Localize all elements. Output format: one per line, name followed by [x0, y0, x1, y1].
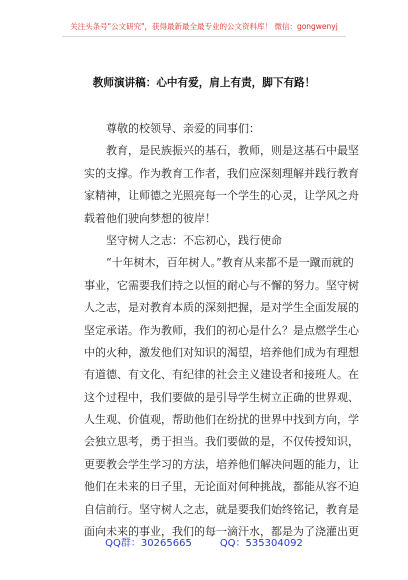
paragraph-line: 家精神，让师德之光照亮每一个学生的心灵，让学风之舟: [84, 189, 359, 203]
paragraph-line: 自信前行。坚守树人之志，就是要我们始终铭记，教育是: [84, 502, 359, 516]
footer-qq-number: QQ：535304092: [219, 538, 303, 549]
footer-qq-group: QQ群：30265665: [105, 538, 192, 549]
paragraph-line: 人生观、价值观，帮助他们在纷扰的世界中找到方向，学: [84, 413, 359, 427]
document-body: [84, 118, 359, 543]
paragraph-line: 坚定承诺。作为教师，我们的初心是什么？是点燃学生心: [84, 323, 359, 337]
paragraph-line: 面向未来的事业，我们的每一滴汗水，都是为了浇灌出更: [84, 525, 359, 539]
section-heading: 坚守树人之志：不忘初心，践行使命: [106, 233, 282, 247]
header-divider: [62, 36, 346, 37]
paragraph-line: 这个过程中，我们要做的是引导学生树立正确的世界观、: [84, 390, 359, 404]
footer-contact: [0, 538, 408, 550]
paragraph-line: 事业，它需要我们持之以恒的耐心与不懈的努力。坚守树: [84, 278, 359, 292]
paragraph-line: 有道德、有文化、有纪律的社会主义建设者和接班人。在: [84, 368, 359, 382]
paragraph-line: 实的支撑。作为教育工作者，我们应深刻理解并践行教育: [84, 166, 359, 180]
paragraph-line: 更要教会学生学习的方法，培养他们解决问题的能力，让: [84, 457, 359, 471]
paragraph-line: 教育，是民族振兴的基石，教师，则是这基石中最坚: [106, 144, 359, 158]
paragraph-line: 人之志，是对教育本质的深刻把握，是对学生全面发展的: [84, 301, 359, 315]
paragraph-line: “十年树木，百年树人。”教育从来都不是一蹴而就的: [106, 256, 354, 270]
document-title: 教师演讲稿：心中有爱，肩上有责，脚下有路！: [92, 77, 316, 89]
salutation-line: 尊敬的校领导、亲爱的同事们：: [106, 122, 260, 135]
header-banner: 关注头条号"公文研究"，获得最新最全最专业的公文资料库！ 微信：gongwenyj: [70, 22, 338, 31]
paragraph-line: 他们在未来的日子里，无论面对何种挑战，都能从容不迫: [84, 480, 359, 494]
paragraph-line: 中的火种，激发他们对知识的渴望，培养他们成为有理想: [84, 345, 359, 359]
paragraph-line: 载着他们驶向梦想的彼岸！: [84, 211, 216, 225]
paragraph-line: 会独立思考，勇于担当。我们要做的是，不仅传授知识，: [84, 435, 359, 449]
